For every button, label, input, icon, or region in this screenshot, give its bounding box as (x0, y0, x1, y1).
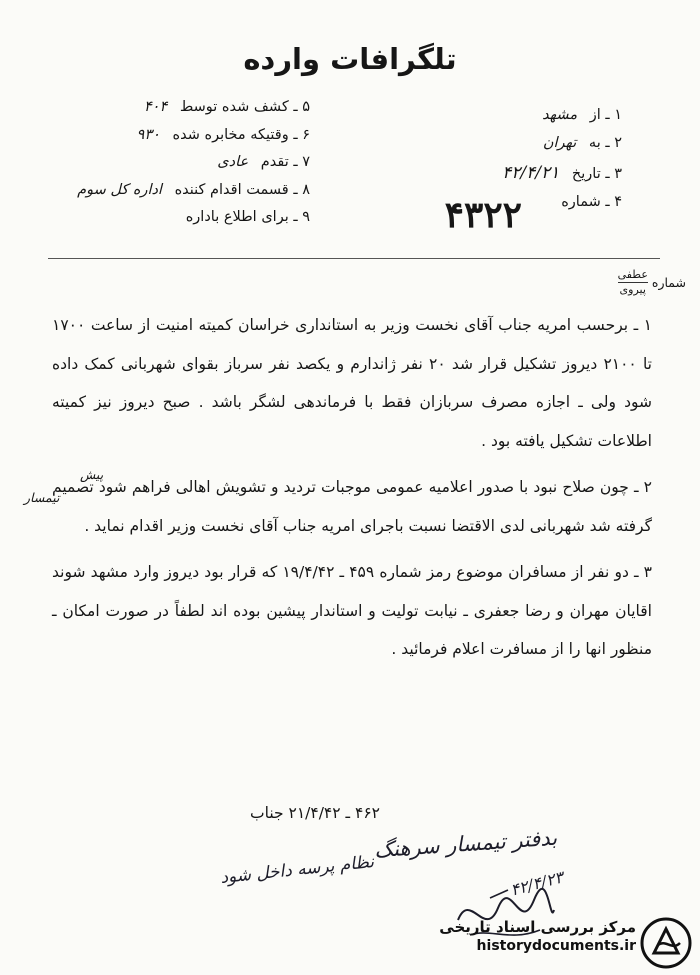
field-info-dept (35, 204, 310, 232)
shomare-label: شماره (651, 274, 686, 290)
field-value: عادی (217, 154, 249, 171)
field-to (352, 130, 622, 158)
paragraph-3: ۳ ـ دو نفر از مسافران موضوع رمز شماره ۴۵۹ ـ ۱۹/۴/۴۲ که قرار بود دیروز وارد مشهد شوند اقایان مهران و رضا جعفری ـ نیابت تولیت و استاندار پیشین بوده اند لطفاً در صورت امکان ـ منظور انها را از مسافرت اعلام فرمائید . (52, 563, 652, 658)
shomare-bottom: پیروی (619, 282, 646, 296)
page-title: تلگرافات وارده (243, 42, 457, 76)
field-label: ۱ ـ از (589, 107, 622, 123)
handwritten-note: تیمسار (24, 490, 60, 505)
field-priority (35, 149, 310, 177)
field-label: ۵ ـ کشف شده توسط (179, 99, 310, 115)
reference-number-box (618, 268, 686, 297)
field-label: ۷ ـ تقدم (260, 154, 310, 171)
field-label: ۳ ـ تاریخ (571, 166, 622, 183)
telegram-number: ۴۳۲۲ (444, 194, 522, 236)
shomare-stack (618, 268, 648, 297)
watermark-url: historydocuments.ir (476, 938, 636, 955)
field-action-dept (35, 177, 310, 205)
field-date (352, 157, 622, 189)
paragraph-1: ۱ ـ برحسب امریه جناب آقای نخست وزیر به استانداری خراسان کمیته امنیت از ساعت ۱۷۰۰ تا ۲۱۰۰ دیروز تشکیل قرار شد ۲۰ نفر ژاندارم و یکصد نفر سرباز بقوای شهربانی کمک داده شود ولی ـ اجازه مصرف سربازان فقط با فرماندهی لشگر باشد . صبح دیروز نیز کمیته اطلاعات تشکیل یافته بود . (52, 316, 652, 450)
watermark (418, 915, 696, 971)
archive-logo-icon (640, 917, 692, 969)
reference-line: ۴۶۲ ـ ۲۱/۴/۴۲ جناب (250, 804, 380, 822)
field-label: ۴ ـ شماره (561, 194, 622, 211)
handwritten-signature: نظام پرسه داخل شود (219, 851, 375, 889)
field-value: مشهد (542, 107, 578, 123)
field-value: ۴۰۴ (143, 99, 168, 115)
watermark-title: مرکز بررسی اسناد تاریخی (439, 918, 636, 936)
paragraph-2: ۲ ـ چون صلاح نبود با صدور اعلامیه عمومی موجبات تردید و تشویش اهالی فراهم شود تصمیم گرفته شد شهربانی لدی الاقتضا نسبت باجرای امریه جناب آقای نخست وزیر اقدام نماید . (52, 478, 652, 535)
field-value: تهران (542, 134, 577, 151)
handwritten-note: پیش (80, 467, 104, 482)
header-fields-left (35, 94, 310, 232)
shomare-top: عطفی (617, 268, 648, 281)
header-divider (48, 258, 660, 259)
field-label: ۹ ـ برای اطلاع باداره (185, 209, 310, 226)
handwritten-date: ۴۲/۴/۲۳ (508, 867, 566, 900)
field-transmitted (35, 122, 310, 150)
field-label: ۲ ـ به (588, 134, 622, 151)
field-from (352, 102, 622, 130)
field-label: ۸ ـ قسمت اقدام کننده (174, 181, 310, 198)
field-value: اداره کل سوم (77, 181, 162, 198)
handwritten-signature: بدفتر تیمسار سرهنگ (373, 825, 558, 863)
telegram-body (52, 306, 652, 669)
field-label: ۶ ـ وقتیکه مخابره شده (172, 126, 310, 143)
watermark-text (439, 917, 636, 956)
field-value: ۴۲/۴/۲۱ (502, 163, 560, 184)
field-decoded-by (35, 94, 310, 122)
field-value: ۹۳۰ (136, 126, 160, 143)
